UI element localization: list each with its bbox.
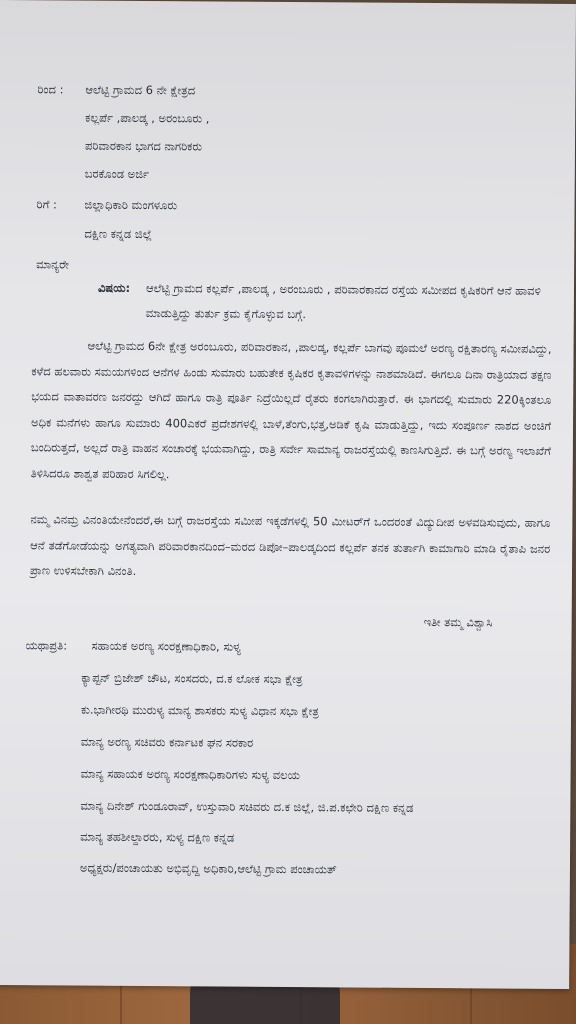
copy-recipient: ಕ್ಯಾಪ್ಟನ್ ಬ್ರಿಜೇಶ್ ಚೌಟ, ಸಂಸದರು, ದ.ಕ ಲೋಕ ಸಭಾ ಕ್ಷೇತ್ರ [81,670,303,687]
from-line: ಆಲೆಟ್ಟಿ ಗ್ರಾಮದ 6 ನೇ ಕ್ಷೇತ್ರದ [85,82,196,98]
body-paragraph: ಆಲೆಟ್ಟಿ ಗ್ರಾಮದ 6ನೇ ಕ್ಷೇತ್ರ ಅರಂಬೂರು, ಪರಿವಾರಕಾನ, ,ಪಾಲಡ್ಕ, ಕಲ್ಲರ್ಪೆ ಬಾಗವು ಪೂಮಲೆ ಅರಣ್ಯ ರಕ್ಷಿತಾರಣ್ಯ ಸಮೀಪವಿದ್ದು, ಕಳೆದ ಹಲವಾರು ಸಮಯಗಳಿಂದ ಆನೆಗಳ ಹಿಂಡು ಸುಮಾರು ಬಹುತೇಕ ಕೃಷಿಕರ ಕೃತಾವಳಿಗಳನ್ನು ನಾಶಮಾಡಿದೆ. ಈಗಲೂ ದಿನಾ ರಾತ್ರಿಯಾದ ತಕ್ಷಣ ಭಯದ ವಾತಾವರಣ ಜನರದ್ದು ಆಗಿದೆ ಹಾಗೂ ರಾತ್ರಿ ಪೂರ್ತಿ ನಿದ್ರೆಯಿಲ್ಲದೆ ರೈತರು ಕಂಗಲಾಗಿರುತ್ತಾರೆ. ಈ ಭಾಗದಲ್ಲಿ ಸುಮಾರು 220ಕ್ಕಿಂತಲೂ ಅಧಿಕ ಮನೆಗಳು ಹಾಗೂ ಸುಮಾರು 400ಎಕರೆ ಪ್ರದೇಶಗಳಲ್ಲಿ ಬಾಳೆ,ತೆಂಗು,ಭತ್ತ,ಅಡಿಕೆ ಕೃಷಿ ಮಾಡುತ್ತಿದ್ದು, ಇದು ಸಂಪೂರ್ಣ ನಾಶದ ಅಂಚಿಗೆ ಬಂದಿರುತ್ತದೆ, ಅಲ್ಲದೆ ರಾತ್ರಿ ವಾಹನ ಸಂಚಾರಕ್ಕೆ ಭಯವಾಗಿದ್ದು, ರಾತ್ರಿ ಸರ್ವೇ ಸಾಮಾನ್ಯ ರಾಜರಸ್ತೆಯಲ್ಲಿ ಕಾಣಸಿಗುತ್ತಿದೆ. ಈ ಬಗ್ಗೆ ಅರಣ್ಯ ಇಲಾಖೆಗೆ ತಿಳಿಸಿದರೂ ಶಾಶ್ವತ ಪರಿಹಾರ ಸಿಗಲಿಲ್ಲ. [30,338,552,481]
from-line: ಪರಿವಾರಕಾನ ಭಾಗದ ನಾಗರಿಕರು [84,138,203,154]
subject-label: ವಿಷಯ: [97,280,131,295]
copy-recipient: ಮಾನ್ಯ ಅರಣ್ಯ ಸಚಿವರು ಕರ್ನಾಟಕ ಘನ ಸರಕಾರ [80,734,254,750]
from-label: ರಿಂದ : [37,82,64,97]
to-line: ದಕ್ಷಿಣ ಕನ್ನಡ ಜಿಲ್ಲೆ [84,226,152,242]
copies-label: ಯಥಾಪ್ರತಿ: [25,638,68,653]
body-paragraph: ನಮ್ಮ ವಿನಮ್ರ ವಿನಂತಿಯೇನೆಂದರೆ,ಈ ಬಗ್ಗೆ ರಾಜರಸ್ತೆಯ ಸಮೀಪ ಇಕ್ಕಡೆಗಳಲ್ಲಿ 50 ಮೀಟರ್‌ಗೆ ಒಂದರಂತೆ ವಿದ್ಯುದೀಪ ಅಳವಡಿಸುವುದು, ಹಾಗೂ ಆನೆ ತಡೆಗೋಡೆಯನ್ನು ಅಗತ್ಯವಾಗಿ ಪರಿವಾರಕಾನದಿಂದ–ಮರದ ಡಿಪೋ–ಪಾಲಡ್ಕದಿಂದ ಕಲ್ಲರ್ಪೆ ತನಕ ತುರ್ತಾಗಿ ಕಾಮಾಗಾರಿ ಮಾಡಿ ರೈತಾಪಿ ಜನರ ಪ್ರಾಣ ಉಳಿಸಬೇಕಾಗಿ ವಿನಂತಿ. [29,512,551,578]
copy-recipient: ಅಧ್ಯಕ್ಷರು/ಪಂಚಾಯತು ಅಭಿವೃದ್ದಿ ಅಧಿಕಾರಿ,ಆಲೆಟ್ಟಿ ಗ್ರಾಮ ಪಂಚಾಯತ್ [79,860,337,877]
copy-recipient: ಮಾನ್ಯ ಸಹಾಯಕ ಅರಣ್ಯ ಸಂರಕ್ಷಣಾಧಿಕಾರಿಗಳು ಸುಳ್ಯ ವಲಯ [80,766,301,783]
salutation: ಮಾನ್ಯರೇ [36,257,70,272]
from-line: ಬರಕೊಂಡ ಅರ್ಜಿ [84,166,150,182]
copy-recipient: ಕು.ಭಾಗೀರಥಿ ಮುರುಳ್ಯ ಮಾನ್ಯ ಶಾಸಕರು ಸುಳ್ಯ ವಿಧಾನ ಸಭಾ ಕ್ಷೇತ್ರ [80,702,319,719]
copy-recipient: ಮಾನ್ಯ ತಹಶೀಲ್ದಾರರು, ಸುಳ್ಯ ದಕ್ಷಿಣ ಕನ್ನಡ [80,829,235,845]
from-line: ಕಲ್ಲರ್ಪೆ ,ಪಾಲಡ್ಕ , ಅರಂಬೂರು , [85,110,210,126]
copy-recipient: ಮಾನ್ಯ ದಿನೇಶ್ ಗುಂಡೂರಾವ್, ಉಸ್ತುವಾರಿ ಸಚಿವರು ದ.ಕ ಜಿಲ್ಲೆ, ಜಿ.ಪ.ಕಛೇರಿ ದಕ್ಷಿಣ ಕನ್ನಡ [80,798,414,815]
to-line: ಜಿಲ್ಲಾಧಿಕಾರಿ ಮಂಗಳೂರು [84,197,178,213]
closing: ಇತೀ ತಮ್ಮ ವಿಶ್ವಾಸಿ [423,614,493,630]
to-label: ರಿಗೆ : [36,197,57,212]
copy-recipient: ಸಹಾಯಕ ಅರಣ್ಯ ಸಂರಕ್ಷಣಾಧಿಕಾರಿ, ಸುಳ್ಯ [91,638,242,654]
subject-text: ಆಲೆಟ್ಟಿ ಗ್ರಾಮದ ಕಲ್ಲರ್ಪೆ ,ಪಾಲಡ್ಕ , ಅರಂಬೂರು , ಪರಿವಾರಕಾನದ ರಸ್ತೆಯ ಸಮೀಪದ ಕೃಷಿಕರಿಗೆ ಆನೆ ಹಾವಳಿ ಮಾಡುತ್ತಿದ್ದು ತುರ್ತು ಕ್ರಮ ಕೈಗೊಳ್ಳುವ ಬಗ್ಗೆ. [145,281,541,322]
